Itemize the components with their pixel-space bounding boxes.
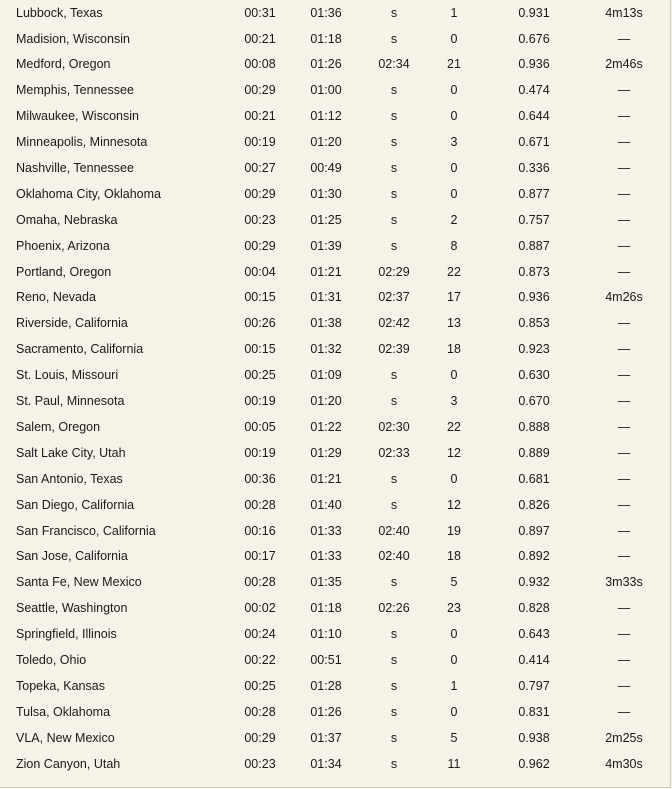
time-3-cell: 02:42	[378, 316, 410, 331]
count-cell: 1	[450, 5, 458, 20]
duration-cell: —	[617, 135, 631, 150]
city-cell: Toledo, Ohio	[16, 652, 87, 667]
city-cell: Oklahoma City, Oklahoma	[16, 186, 161, 201]
time-3-cell: s	[390, 627, 398, 642]
time-3-cell: 02:40	[378, 523, 410, 538]
duration-cell: —	[617, 549, 631, 564]
time-1-cell: 00:19	[244, 445, 276, 460]
count-cell: 0	[450, 368, 458, 383]
time-1-cell: 00:26	[244, 316, 276, 331]
city-cell: Springfield, Illinois	[16, 627, 117, 642]
time-2-cell: 01:30	[310, 186, 342, 201]
time-1-cell: 00:15	[244, 290, 276, 305]
fraction-cell: 0.931	[518, 5, 550, 20]
time-2-cell: 01:20	[310, 135, 342, 150]
count-cell: 12	[447, 445, 461, 460]
city-cell: Madision, Wisconsin	[16, 31, 130, 46]
fraction-cell: 0.826	[518, 497, 550, 512]
fraction-cell: 0.797	[518, 678, 550, 693]
time-1-cell: 00:21	[244, 109, 276, 124]
duration-cell: —	[617, 678, 631, 693]
city-cell: Sacramento, California	[16, 342, 144, 357]
duration-cell: —	[617, 238, 631, 253]
fraction-cell: 0.887	[518, 238, 550, 253]
time-3-cell: 02:26	[378, 601, 410, 616]
time-3-cell: s	[390, 756, 398, 771]
time-1-cell: 00:16	[244, 523, 276, 538]
count-cell: 18	[447, 549, 461, 564]
count-cell: 1	[450, 678, 458, 693]
city-cell: San Diego, California	[16, 497, 135, 512]
count-cell: 0	[450, 83, 458, 98]
duration-cell: —	[617, 419, 631, 434]
duration-cell: —	[617, 652, 631, 667]
duration-cell: —	[617, 471, 631, 486]
count-cell: 3	[450, 135, 458, 150]
duration-cell: —	[617, 445, 631, 460]
city-cell: Nashville, Tennessee	[16, 161, 134, 176]
duration-cell: —	[617, 83, 631, 98]
time-3-cell: s	[390, 652, 398, 667]
time-3-cell: s	[390, 730, 398, 745]
fraction-cell: 0.873	[518, 264, 550, 279]
table-row	[0, 388, 660, 414]
table-row	[0, 104, 660, 130]
fraction-cell: 0.897	[518, 523, 550, 538]
time-2-cell: 01:31	[310, 290, 342, 305]
time-3-cell: s	[390, 575, 398, 590]
fraction-cell: 0.630	[518, 368, 550, 383]
fraction-cell: 0.474	[518, 83, 550, 98]
city-cell: San Francisco, California	[16, 523, 156, 538]
time-2-cell: 01:21	[310, 264, 342, 279]
city-cell: Zion Canyon, Utah	[16, 756, 121, 771]
time-2-cell: 00:49	[310, 161, 342, 176]
time-3-cell: 02:30	[378, 419, 410, 434]
duration-cell: 4m30s	[605, 756, 643, 771]
time-1-cell: 00:31	[244, 5, 276, 20]
city-cell: Santa Fe, New Mexico	[16, 575, 142, 590]
count-cell: 0	[450, 652, 458, 667]
time-1-cell: 00:05	[244, 419, 276, 434]
table-row	[0, 26, 660, 52]
table-row	[0, 129, 660, 155]
time-3-cell: s	[390, 238, 398, 253]
time-1-cell: 00:19	[244, 394, 276, 409]
duration-cell: 2m25s	[605, 730, 643, 745]
table-row	[0, 78, 660, 104]
table-row	[0, 751, 660, 777]
city-cell: Memphis, Tennessee	[16, 83, 134, 98]
time-2-cell: 01:35	[310, 575, 342, 590]
duration-cell: —	[617, 186, 631, 201]
duration-cell: —	[617, 704, 631, 719]
time-1-cell: 00:29	[244, 238, 276, 253]
time-2-cell: 01:10	[310, 627, 342, 642]
fraction-cell: 0.936	[518, 57, 550, 72]
city-cell: San Antonio, Texas	[16, 471, 123, 486]
count-cell: 17	[447, 290, 461, 305]
count-cell: 5	[450, 575, 458, 590]
time-3-cell: s	[390, 83, 398, 98]
time-3-cell: 02:37	[378, 290, 410, 305]
time-1-cell: 00:29	[244, 186, 276, 201]
time-3-cell: s	[390, 161, 398, 176]
fraction-cell: 0.757	[518, 212, 550, 227]
time-3-cell: s	[390, 471, 398, 486]
time-3-cell: 02:33	[378, 445, 410, 460]
fraction-cell: 0.892	[518, 549, 550, 564]
time-2-cell: 01:18	[310, 601, 342, 616]
time-3-cell: s	[390, 109, 398, 124]
fraction-cell: 0.681	[518, 471, 550, 486]
count-cell: 2	[450, 212, 458, 227]
time-3-cell: 02:39	[378, 342, 410, 357]
city-cell: Salt Lake City, Utah	[16, 445, 126, 460]
city-cell: Phoenix, Arizona	[16, 238, 110, 253]
time-1-cell: 00:29	[244, 83, 276, 98]
table-row	[0, 414, 660, 440]
time-1-cell: 00:08	[244, 57, 276, 72]
fraction-cell: 0.938	[518, 730, 550, 745]
time-1-cell: 00:24	[244, 627, 276, 642]
time-1-cell: 00:21	[244, 31, 276, 46]
duration-cell: —	[617, 497, 631, 512]
duration-cell: —	[617, 627, 631, 642]
time-3-cell: s	[390, 31, 398, 46]
time-3-cell: 02:40	[378, 549, 410, 564]
fraction-cell: 0.643	[518, 627, 550, 642]
count-cell: 18	[447, 342, 461, 357]
time-1-cell: 00:04	[244, 264, 276, 279]
table-row	[0, 362, 660, 388]
time-2-cell: 01:36	[310, 5, 342, 20]
table-row	[0, 595, 660, 621]
count-cell: 12	[447, 497, 461, 512]
time-1-cell: 00:27	[244, 161, 276, 176]
time-3-cell: s	[390, 368, 398, 383]
time-1-cell: 00:28	[244, 704, 276, 719]
time-1-cell: 00:28	[244, 575, 276, 590]
time-1-cell: 00:28	[244, 497, 276, 512]
table-row	[0, 181, 660, 207]
duration-cell: 4m26s	[605, 290, 643, 305]
count-cell: 22	[447, 264, 461, 279]
count-cell: 0	[450, 704, 458, 719]
fraction-cell: 0.831	[518, 704, 550, 719]
city-cell: Milwaukee, Wisconsin	[16, 109, 139, 124]
time-2-cell: 01:28	[310, 678, 342, 693]
duration-cell: —	[617, 316, 631, 331]
city-cell: Lubbock, Texas	[16, 5, 103, 20]
count-cell: 0	[450, 31, 458, 46]
table-row	[0, 155, 660, 181]
time-2-cell: 01:21	[310, 471, 342, 486]
duration-cell: —	[617, 264, 631, 279]
fraction-cell: 0.889	[518, 445, 550, 460]
count-cell: 11	[447, 756, 461, 771]
duration-cell: 3m33s	[605, 575, 643, 590]
table-row	[0, 492, 660, 518]
time-2-cell: 01:25	[310, 212, 342, 227]
fraction-cell: 0.853	[518, 316, 550, 331]
table-row	[0, 725, 660, 751]
time-3-cell: s	[390, 5, 398, 20]
fraction-cell: 0.671	[518, 135, 550, 150]
table-row	[0, 699, 660, 725]
time-2-cell: 01:34	[310, 756, 342, 771]
time-2-cell: 01:26	[310, 704, 342, 719]
duration-cell: —	[617, 342, 631, 357]
time-2-cell: 01:18	[310, 31, 342, 46]
city-cell: Seattle, Washington	[16, 601, 128, 616]
duration-cell: —	[617, 368, 631, 383]
time-3-cell: s	[390, 704, 398, 719]
table-row	[0, 544, 660, 570]
city-cell: Omaha, Nebraska	[16, 212, 118, 227]
time-1-cell: 00:17	[244, 549, 276, 564]
time-3-cell: s	[390, 186, 398, 201]
time-3-cell: 02:34	[378, 57, 410, 72]
duration-cell: 4m13s	[605, 5, 643, 20]
table-row	[0, 0, 660, 26]
table-row	[0, 570, 660, 596]
fraction-cell: 0.888	[518, 419, 550, 434]
time-2-cell: 01:38	[310, 316, 342, 331]
duration-cell: —	[617, 109, 631, 124]
duration-cell: —	[617, 601, 631, 616]
city-cell: Minneapolis, Minnesota	[16, 135, 148, 150]
table-row	[0, 52, 660, 78]
table-row	[0, 440, 660, 466]
time-2-cell: 01:32	[310, 342, 342, 357]
time-2-cell: 01:00	[310, 83, 342, 98]
fraction-cell: 0.414	[518, 652, 550, 667]
time-2-cell: 00:51	[310, 652, 342, 667]
city-cell: Portland, Oregon	[16, 264, 112, 279]
table-row	[0, 673, 660, 699]
duration-cell: —	[617, 31, 631, 46]
city-cell: Riverside, California	[16, 316, 128, 331]
table-row	[0, 518, 660, 544]
time-2-cell: 01:40	[310, 497, 342, 512]
fraction-cell: 0.644	[518, 109, 550, 124]
time-1-cell: 00:19	[244, 135, 276, 150]
city-cell: Medford, Oregon	[16, 57, 111, 72]
time-2-cell: 01:33	[310, 523, 342, 538]
time-1-cell: 00:29	[244, 730, 276, 745]
table-row	[0, 207, 660, 233]
count-cell: 0	[450, 161, 458, 176]
duration-cell: 2m46s	[605, 57, 643, 72]
time-2-cell: 01:20	[310, 394, 342, 409]
table-row	[0, 647, 660, 673]
count-cell: 13	[447, 316, 461, 331]
time-3-cell: s	[390, 135, 398, 150]
time-1-cell: 00:25	[244, 678, 276, 693]
count-cell: 19	[447, 523, 461, 538]
time-3-cell: s	[390, 212, 398, 227]
time-1-cell: 00:15	[244, 342, 276, 357]
duration-cell: —	[617, 212, 631, 227]
fraction-cell: 0.962	[518, 756, 550, 771]
time-2-cell: 01:39	[310, 238, 342, 253]
table-row	[0, 621, 660, 647]
time-2-cell: 01:29	[310, 445, 342, 460]
duration-cell: —	[617, 161, 631, 176]
time-2-cell: 01:12	[310, 109, 342, 124]
time-3-cell: s	[390, 394, 398, 409]
table-row	[0, 337, 660, 363]
count-cell: 0	[450, 627, 458, 642]
count-cell: 22	[447, 419, 461, 434]
time-3-cell: s	[390, 678, 398, 693]
fraction-cell: 0.936	[518, 290, 550, 305]
city-cell: Tulsa, Oklahoma	[16, 704, 111, 719]
time-2-cell: 01:26	[310, 57, 342, 72]
time-3-cell: 02:29	[378, 264, 410, 279]
table-row	[0, 259, 660, 285]
city-cell: VLA, New Mexico	[16, 730, 115, 745]
city-cell: St. Louis, Missouri	[16, 368, 119, 383]
city-cell: St. Paul, Minnesota	[16, 394, 125, 409]
count-cell: 0	[450, 471, 458, 486]
time-1-cell: 00:23	[244, 212, 276, 227]
fraction-cell: 0.877	[518, 186, 550, 201]
city-cell: San Jose, California	[16, 549, 128, 564]
table-row	[0, 233, 660, 259]
time-1-cell: 00:02	[244, 601, 276, 616]
count-cell: 0	[450, 186, 458, 201]
city-cell: Salem, Oregon	[16, 419, 101, 434]
time-2-cell: 01:22	[310, 419, 342, 434]
time-1-cell: 00:36	[244, 471, 276, 486]
time-3-cell: s	[390, 497, 398, 512]
time-2-cell: 01:37	[310, 730, 342, 745]
table-row	[0, 466, 660, 492]
time-1-cell: 00:22	[244, 652, 276, 667]
city-cell: Reno, Nevada	[16, 290, 96, 305]
time-1-cell: 00:25	[244, 368, 276, 383]
count-cell: 23	[447, 601, 461, 616]
fraction-cell: 0.676	[518, 31, 550, 46]
count-cell: 0	[450, 109, 458, 124]
duration-cell: —	[617, 523, 631, 538]
fraction-cell: 0.670	[518, 394, 550, 409]
time-1-cell: 00:23	[244, 756, 276, 771]
time-2-cell: 01:09	[310, 368, 342, 383]
fraction-cell: 0.932	[518, 575, 550, 590]
table-row	[0, 285, 660, 311]
fraction-cell: 0.923	[518, 342, 550, 357]
duration-cell: —	[617, 394, 631, 409]
count-cell: 5	[450, 730, 458, 745]
fraction-cell: 0.336	[518, 161, 550, 176]
count-cell: 8	[450, 238, 458, 253]
city-cell: Topeka, Kansas	[16, 678, 105, 693]
time-2-cell: 01:33	[310, 549, 342, 564]
fraction-cell: 0.828	[518, 601, 550, 616]
count-cell: 21	[447, 57, 461, 72]
table-row	[0, 311, 660, 337]
count-cell: 3	[450, 394, 458, 409]
